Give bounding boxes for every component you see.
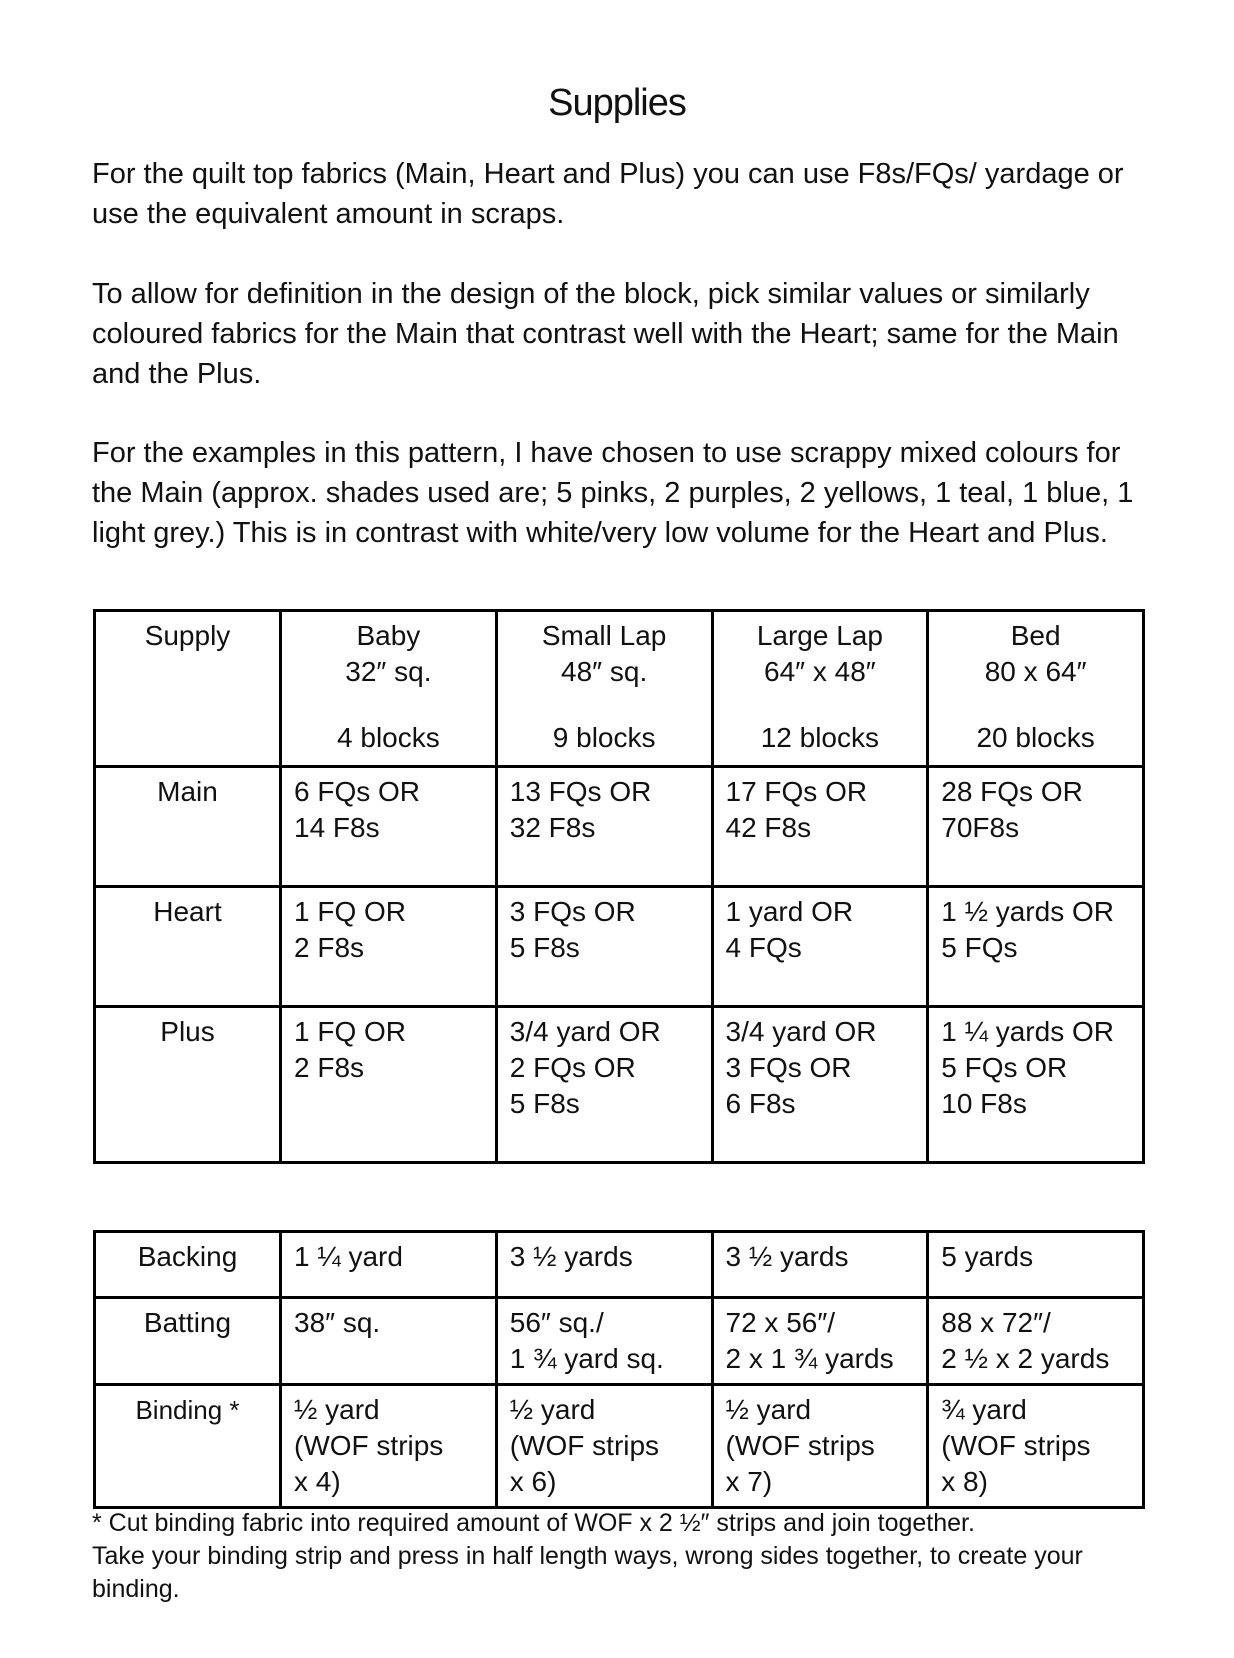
table-row-main (95, 767, 1144, 887)
intro-paragraph-examples: For the examples in this pattern, I have chosen to use scrappy mixed colours for the Main (approx. shades used are; 5 pinks, 2 purples, 2 yellows, 1 teal, 1 blue, 1 light grey.) This is in contrast with white/very low volume for the Heart and Plus. (92, 437, 1134, 549)
table-cell: 72 x 56″/ 2 x 1 ¾ yards (712, 1298, 928, 1385)
supply-label-text: Supply (144, 620, 231, 651)
size-header-bed (928, 611, 1144, 767)
table-cell: 56″ sq./ 1 ¾ yard sq. (496, 1298, 712, 1385)
size-blocks: 12 blocks (760, 722, 880, 753)
table-cell: 1 FQ OR 2 F8s (281, 1007, 497, 1163)
size-dims: 64″ x 48″ (764, 656, 876, 687)
table-cell: 1 ¼ yards OR 5 FQs OR 10 F8s (928, 1007, 1144, 1163)
row-label: Backing (95, 1232, 281, 1298)
table-cell: 88 x 72″/ 2 ½ x 2 yards (928, 1298, 1144, 1385)
table-cell: 6 FQs OR 14 F8s (281, 767, 497, 887)
supply-header-label (95, 611, 281, 767)
row-label: Heart (95, 887, 281, 1007)
footnote-line: * Cut binding fabric into required amount of WOF x 2 ½″ strips and join together. (92, 1509, 975, 1537)
table-cell: 3 ½ yards (496, 1232, 712, 1298)
size-dims: 32″ sq. (345, 656, 432, 687)
table-row-binding (95, 1385, 1144, 1508)
supply-table (93, 609, 1145, 1164)
table-row-batting (95, 1298, 1144, 1385)
backing-batting-binding-table (93, 1230, 1145, 1509)
size-header-baby (281, 611, 497, 767)
size-blocks: 4 blocks (337, 722, 440, 753)
size-name: Small Lap (541, 620, 667, 651)
size-dims: 80 x 64″ (984, 656, 1087, 687)
intro-paragraph-fabrics: For the quilt top fabrics (Main, Heart and Plus) you can use F8s/FQs/ yardage or use the equivalent amount in scraps. (92, 158, 1124, 230)
footnote-line: Take your binding strip and press in half length ways, wrong sides together, to create your binding. (92, 1542, 1083, 1603)
page-title: Supplies (548, 82, 686, 124)
table-cell: 38″ sq. (281, 1298, 497, 1385)
size-dims: 48″ sq. (561, 656, 648, 687)
table-cell: ½ yard (WOF strips x 7) (712, 1385, 928, 1508)
size-name: Bed (1010, 620, 1061, 651)
binding-footnote (92, 1507, 1152, 1606)
table-cell: 13 FQs OR 32 F8s (496, 767, 712, 887)
table-cell: 3/4 yard OR 3 FQs OR 6 F8s (712, 1007, 928, 1163)
table-row-plus (95, 1007, 1144, 1163)
row-label: Binding * (95, 1385, 281, 1508)
table-cell: 5 yards (928, 1232, 1144, 1298)
supply-table-header-row (95, 611, 1144, 767)
table-cell: 1 yard OR 4 FQs (712, 887, 928, 1007)
intro-paragraph-definition: To allow for definition in the design of the block, pick similar values or similarly coloured fabrics for the Main that contrast well with the Heart; same for the Main and the Plus. (92, 278, 1119, 390)
table-cell: ½ yard (WOF strips x 6) (496, 1385, 712, 1508)
table-cell: 3 FQs OR 5 F8s (496, 887, 712, 1007)
row-label: Main (95, 767, 281, 887)
size-name: Large Lap (756, 620, 883, 651)
size-blocks: 9 blocks (552, 722, 656, 753)
table-cell: 1 ¼ yard (281, 1232, 497, 1298)
table-row-heart (95, 887, 1144, 1007)
size-header-large-lap (712, 611, 928, 767)
table-cell: 1 ½ yards OR 5 FQs (928, 887, 1144, 1007)
table-cell: 1 FQ OR 2 F8s (281, 887, 497, 1007)
table-cell: 3/4 yard OR 2 FQs OR 5 F8s (496, 1007, 712, 1163)
table-cell: 3 ½ yards (712, 1232, 928, 1298)
size-header-small-lap (496, 611, 712, 767)
table-cell: ½ yard (WOF strips x 4) (281, 1385, 497, 1508)
row-label: Batting (95, 1298, 281, 1385)
row-label: Plus (95, 1007, 281, 1163)
size-name: Baby (356, 620, 421, 651)
table-cell: 28 FQs OR 70F8s (928, 767, 1144, 887)
table-row-backing (95, 1232, 1144, 1298)
size-blocks: 20 blocks (976, 722, 1095, 753)
table-cell: ¾ yard (WOF strips x 8) (928, 1385, 1144, 1508)
table-cell: 17 FQs OR 42 F8s (712, 767, 928, 887)
